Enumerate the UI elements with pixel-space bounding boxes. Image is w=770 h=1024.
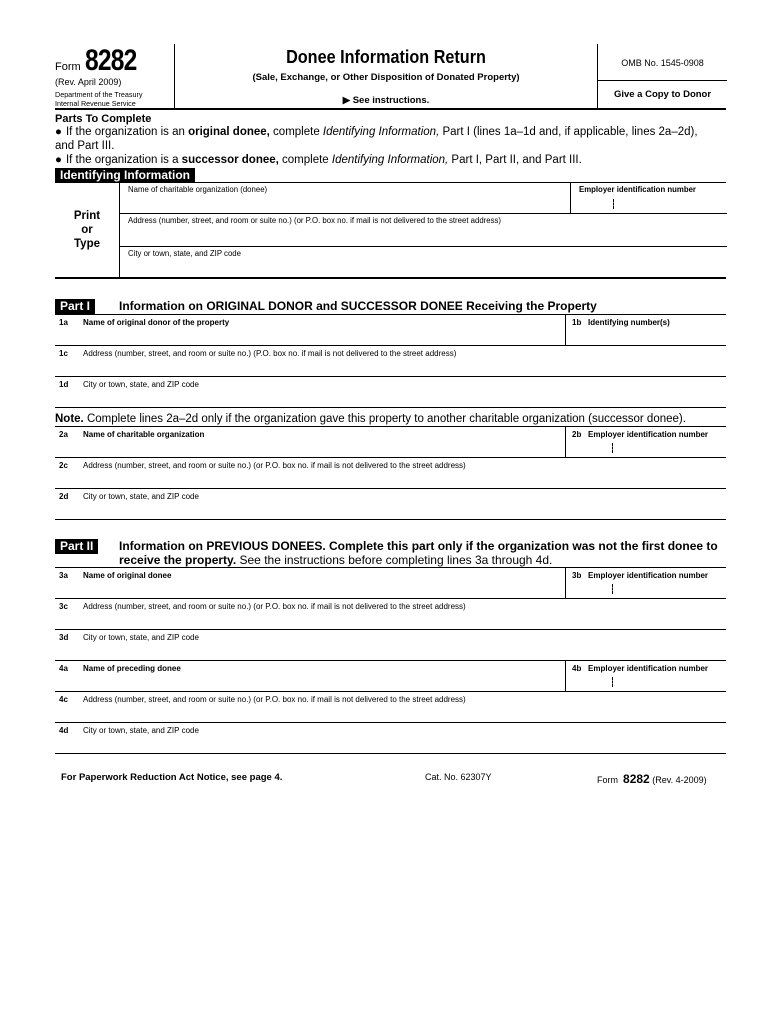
- see-instructions: ▶ See instructions.: [342, 95, 430, 106]
- line-number: 1c: [59, 349, 68, 358]
- note-bold: Note.: [55, 413, 84, 425]
- part-2-title-bold: Information on PREVIOUS DONEES. Complete this part only if the organization was not the first donee to receive the property.: [119, 539, 718, 567]
- line-number: 3c: [59, 602, 68, 611]
- line-label: Address (number, street, and room or suite no.) (or P.O. box no. if mail is not delivered to the street address): [83, 602, 466, 611]
- donee-name-label: Name of charitable organization (donee): [128, 185, 268, 194]
- omb-number: OMB No. 1545-0908: [621, 58, 704, 68]
- part-1-tag: Part I: [55, 299, 95, 314]
- line-number: 3a: [59, 571, 68, 580]
- line-number: 1b: [572, 318, 582, 327]
- identifying-information-tag: Identifying Information: [55, 168, 195, 183]
- line-label: Name of original donor of the property: [83, 318, 230, 327]
- line-3a-field[interactable]: [55, 568, 726, 599]
- line-number: 2a: [59, 430, 68, 439]
- department: [55, 91, 143, 108]
- give-copy-note: Give a Copy to Donor: [613, 89, 712, 100]
- identifying-information-band: [55, 168, 726, 183]
- form-revision: (Rev. April 2009): [55, 77, 122, 87]
- line-3c-field[interactable]: [55, 599, 726, 630]
- ein-separator: [612, 677, 613, 687]
- line-label: [572, 664, 708, 673]
- ein-separator: [613, 199, 614, 209]
- line-label: [572, 318, 670, 327]
- part-2-header: [55, 535, 726, 568]
- line-number: 2c: [59, 461, 68, 470]
- line-1b-field[interactable]: [565, 315, 726, 345]
- line-label: City or town, state, and ZIP code: [83, 726, 199, 735]
- form-number: 8282: [85, 44, 137, 77]
- catalog-number: Cat. No. 62307Y: [425, 772, 492, 782]
- line-text: Identifying number(s): [588, 318, 670, 327]
- line-2a-field[interactable]: [55, 427, 726, 458]
- note-successor: [55, 413, 726, 427]
- line-3b-field[interactable]: [565, 568, 726, 598]
- footer-form-number: 8282: [623, 772, 650, 786]
- line-label: Name of original donee: [83, 571, 172, 580]
- donee-city-field[interactable]: [120, 247, 727, 279]
- line-number: 4b: [572, 664, 582, 673]
- donee-ein-label: Employer identification number: [579, 185, 696, 194]
- line-text: Employer identification number: [588, 571, 709, 580]
- line-number: 1a: [59, 318, 68, 327]
- note-text: Complete lines 2a–2d only if the organization gave this property to another charitable organization (successor donee).: [83, 413, 686, 425]
- form-header: [55, 44, 726, 110]
- bullet-original-donee: [55, 125, 726, 139]
- line-text: Employer identification number: [588, 664, 709, 673]
- line-text: Employer identification number: [588, 430, 709, 439]
- form-id-block: [55, 44, 175, 108]
- form-title: Donee Information Return: [286, 47, 486, 67]
- bullet-text: Part I, Part II, and Part III.: [448, 154, 582, 166]
- form-word: Form: [55, 61, 81, 73]
- part-2-tag: Part II: [55, 539, 98, 554]
- donee-name-field[interactable]: [120, 183, 727, 214]
- omb-divider: [598, 80, 727, 81]
- line-number: 3d: [59, 633, 69, 642]
- line-label: Address (number, street, and room or suite no.) (or P.O. box no. if mail is not delivered to the street address): [83, 461, 466, 470]
- line-4d-field[interactable]: [55, 723, 726, 754]
- line-label: Name of charitable organization: [83, 430, 205, 439]
- part-2-title: [119, 539, 726, 567]
- footer-form-word: Form: [597, 775, 618, 785]
- bullet-text: Part I (lines 1a–1d and, if applicable, lines 2a–2d),: [439, 126, 698, 138]
- identifying-information-block: [55, 183, 726, 279]
- footer-revision: (Rev. 4-2009): [652, 775, 707, 785]
- identifying-fields: [119, 183, 726, 279]
- form-footer: [55, 772, 726, 792]
- form-subtitle: (Sale, Exchange, or Other Disposition of Donated Property): [252, 72, 520, 83]
- title-block: [175, 44, 597, 108]
- line-label: City or town, state, and ZIP code: [83, 492, 199, 501]
- bullet-italic: Identifying Information,: [322, 126, 440, 138]
- part-1-title: Information on ORIGINAL DONOR and SUCCESSOR DONEE Receiving the Property: [119, 299, 597, 313]
- line-label: City or town, state, and ZIP code: [83, 633, 199, 642]
- line-number: 4d: [59, 726, 69, 735]
- donee-address-field[interactable]: [120, 214, 727, 247]
- parts-to-complete-heading: Parts To Complete: [55, 113, 152, 125]
- line-3d-field[interactable]: [55, 630, 726, 661]
- line-1c-field[interactable]: [55, 346, 726, 377]
- line-label: [572, 430, 708, 439]
- line-1d-field[interactable]: [55, 377, 726, 408]
- part-2-title-normal: See the instructions before completing lines 3a through 4d.: [236, 553, 553, 567]
- line-number: 2b: [572, 430, 582, 439]
- line-2b-field[interactable]: [565, 427, 726, 457]
- omb-block: [597, 44, 726, 108]
- bullet-italic: Identifying Information,: [331, 154, 449, 166]
- line-4b-field[interactable]: [565, 661, 726, 691]
- bullet-text: complete: [278, 154, 332, 166]
- part-1-header: [55, 293, 726, 315]
- print-word: Print: [73, 210, 101, 222]
- bullet-text: If the organization is a: [65, 154, 182, 166]
- ein-separator: [612, 584, 613, 594]
- line-4a-field[interactable]: [55, 661, 726, 692]
- department-line-2: Internal Revenue Service: [55, 98, 136, 108]
- line-label: Address (number, street, and room or suite no.) (or P.O. box no. if mail is not delivered to the street address): [83, 695, 466, 704]
- bullet-text: complete: [269, 126, 323, 138]
- line-2c-field[interactable]: [55, 458, 726, 489]
- bullet-bold: successor donee,: [181, 154, 279, 166]
- line-2d-field[interactable]: [55, 489, 726, 520]
- line-number: 4a: [59, 664, 68, 673]
- donee-city-label: City or town, state, and ZIP code: [128, 249, 241, 258]
- type-word: Type: [74, 238, 100, 250]
- line-1a-field[interactable]: [55, 315, 726, 346]
- bullet-original-donee-cont: and Part III.: [55, 140, 115, 152]
- bullet-bold: original donee,: [188, 126, 270, 138]
- paperwork-notice: For Paperwork Reduction Act Notice, see page 4.: [61, 772, 283, 783]
- bullet-icon: ●: [55, 154, 62, 166]
- footer-form-id: [597, 772, 707, 786]
- line-number: 2d: [59, 492, 69, 501]
- line-label: Address (number, street, and room or suite no.) (P.O. box no. if mail is not delivered to the street address): [83, 349, 457, 358]
- ein-separator: [612, 443, 613, 453]
- line-number: 1d: [59, 380, 69, 389]
- print-or-type: [55, 209, 119, 251]
- line-label: [572, 571, 708, 580]
- bullet-text: If the organization is an: [65, 126, 189, 138]
- bullet-icon: ●: [55, 126, 62, 138]
- form-page: [55, 44, 726, 792]
- line-number: 4c: [59, 695, 68, 704]
- or-word: or: [81, 224, 93, 236]
- line-label: Name of preceding donee: [83, 664, 181, 673]
- line-4c-field[interactable]: [55, 692, 726, 723]
- donee-ein-field[interactable]: [570, 183, 727, 214]
- line-number: 3b: [572, 571, 582, 580]
- department-line-1: Department of the Treasury: [55, 90, 143, 99]
- line-label: City or town, state, and ZIP code: [83, 380, 199, 389]
- donee-address-label: Address (number, street, and room or suite no.) (or P.O. box no. if mail is not delivered to the street address): [128, 216, 501, 225]
- bullet-successor-donee: [55, 153, 726, 167]
